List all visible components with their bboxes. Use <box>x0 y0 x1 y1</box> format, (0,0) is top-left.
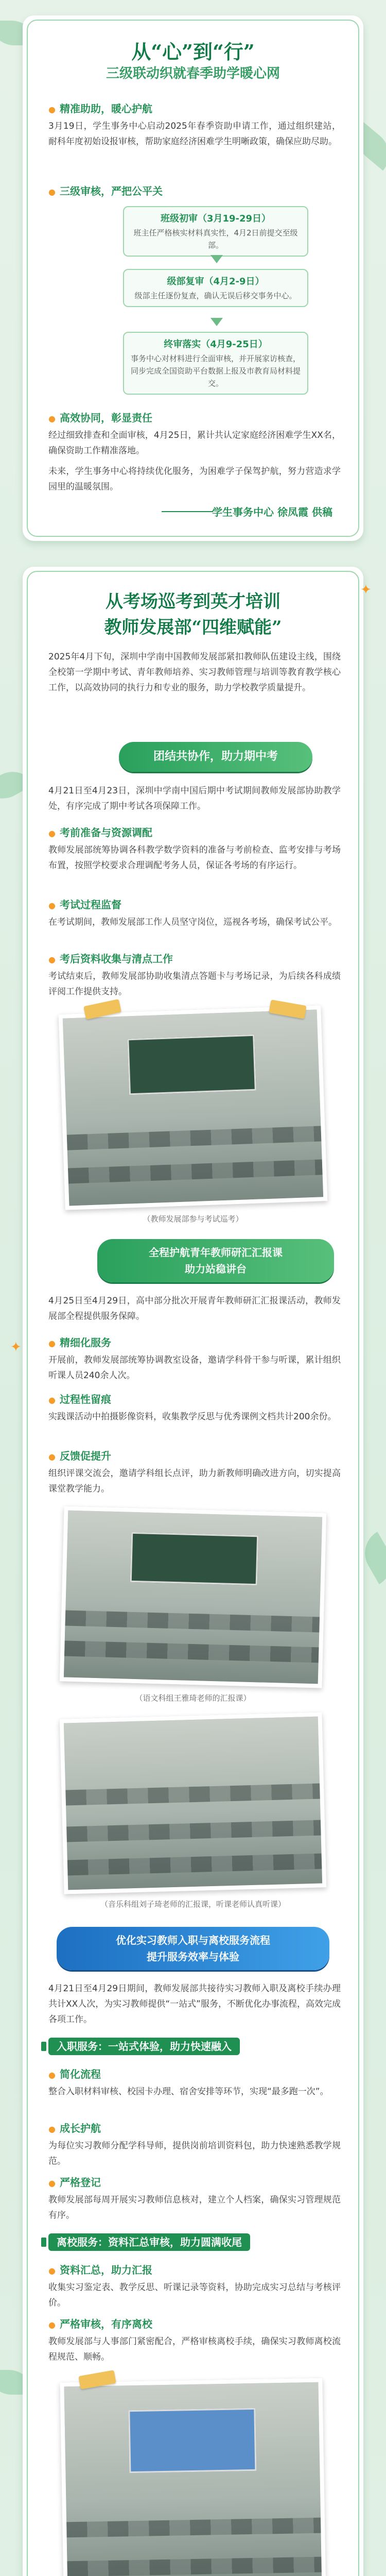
pill-young-teacher: 全程护航青年教师研汇汇报课 助力站稳讲台 <box>97 1239 334 1282</box>
paragraph-fine-service: 开展前，教师发展部统筹协调教室设备，邀请学科骨干参与听课，累计组织听课人员240余人次。 <box>48 1355 341 1381</box>
card2-title-line2: 教师发展部“四维赋能” <box>104 617 282 638</box>
star-icon: ✦ <box>10 1340 22 1355</box>
paragraph-future: 未来，学生事务中心将持续优化服务，为困难学子保驾护航，努力营造求学园里的温暖氛围。 <box>48 466 341 492</box>
heading-process-record: ● 过程性留痕 <box>48 1391 111 1406</box>
flow-step-title: 终审落实（4月9-25日） <box>164 339 268 350</box>
photo-caption-music: （音乐科组刘子琦老师的汇报课，听课老师认真听课） <box>100 1900 286 1909</box>
pill-intern-service: 优化实习教师入职与离校服务流程 提升服务效率与体验 <box>57 1927 329 1970</box>
tag-onboarding: 入职服务：一站式体验，助力快速融入 <box>48 2038 240 2055</box>
card1-title: 从“心”到“行” <box>131 40 255 63</box>
heading-collaboration: ● 高效协同，彰显责任 <box>48 410 152 425</box>
paragraph-growth: 为每位实习教师分配学科导师，提供岗前培训资料包，助力快速熟悉教学规范。 <box>48 2141 341 2166</box>
photo-caption-chinese: （语文科组王雅琦老师的汇报课） <box>135 1693 251 1703</box>
photo-intern-class <box>60 2378 326 2576</box>
student-aid-card <box>23 15 363 541</box>
heading-exam-prep: ● 考前准备与资源调配 <box>48 824 152 839</box>
flow-step-text: 班主任严格核实材料真实性，4月2日前提交至级部。 <box>133 228 298 250</box>
flow-step-text: 级部主任逐份复查，确认无误后移交事务中心。 <box>134 291 297 300</box>
signature-student-affairs: 学生事务中心 徐凤霞 供稿 <box>212 506 332 518</box>
paragraph-simplify: 整合入职材料审核、校园卡办理、宿舍安排等环节，实现“最多跑一次”。 <box>48 2087 329 2097</box>
heading-exam-supervision: ● 考试过程监督 <box>48 896 121 911</box>
teacher-dev-card <box>23 567 363 2576</box>
heading-collect: ● 资料汇总，助力汇报 <box>48 2262 152 2277</box>
heading-feedback: ● 反馈促提升 <box>48 1448 111 1463</box>
flow-step-final-review <box>123 332 308 395</box>
tag-departure: 离校服务：资料汇总审核，助力圆满收尾 <box>48 2233 250 2251</box>
photo-exam-patrol <box>59 1005 328 1210</box>
heading-precise-aid: ● 精准助助，暖心护航 <box>48 100 152 115</box>
photo-chinese-class <box>60 1506 327 1688</box>
flow-step-class-review <box>123 206 308 257</box>
paragraph-exam: 4月21日至4月23日，深圳中学南中国后期中考试期间教师发展部协助教学处，有序完成了期中考试各项保障工作。 <box>48 786 341 811</box>
paragraph-collect: 收集实习鉴定表、教学反思、听课记录等资料，协助完成实习总结与考核评价。 <box>48 2282 341 2308</box>
paragraph-result: 经过细致排查和全面审核，4月25日，累计共认定家庭经济困难学生XX名，确保资助工作精准落地。 <box>48 430 341 456</box>
flow-step-text: 事务中心对材料进行全面审核，并开展家访核查，同步完成全国资助平台数据上报及市教育局材料提交。 <box>130 354 301 388</box>
photo-caption-exam: （教师发展部参与考试巡考） <box>143 1214 243 1224</box>
arrow-down-icon <box>210 318 223 326</box>
paragraph-strict-review: 教师发展部与人事部门紧密配合，严格审核离校手续，确保实习教师离校流程规范、顺畅。 <box>48 2336 341 2362</box>
star-icon: ✦ <box>360 582 372 598</box>
paragraph-aid-launch: 3月19日，学生事务中心启动2025年春季资助申请工作，通过组织建站，耐科年度初始设报审核，帮助家庭经济困难学生明晰政策，确保应助尽助。 <box>48 121 341 147</box>
heading-exam-collection: ● 考后资料收集与清点工作 <box>48 951 173 965</box>
paragraph-process-record: 实践课活动中拍摄影像资料，收集教学反思与优秀课例文档共计200余份。 <box>48 1412 337 1422</box>
paragraph-exam-supervision: 在考试期间，教师发展部工作人员坚守岗位，巡视各考场，确保考试公平。 <box>48 917 337 927</box>
flow-step-grade-review <box>123 269 308 307</box>
paragraph-exam-prep: 教师发展部统筹协调各科教学数学资料的准备与考前检查、监考安排与考场布置，按照学校要求合理调配考务人员，保证各考场的有序运行。 <box>48 845 341 871</box>
signature-line <box>162 511 213 512</box>
pill-exam-support: 团结共协作，助力期中考 <box>119 742 312 772</box>
paragraph-intern: 4月21日至4月29日期间，教师发展部共接待实习教师入职及离校手续办理共计XX人次，为实习教师提供“一站式”服务，不断优化办事流程，高效完成各项工作。 <box>48 1984 341 2025</box>
paragraph-register: 教师发展部每周开展实习教师信息核对，建立个人档案，确保实习管理规范有序。 <box>48 2195 341 2221</box>
card2-title-line1: 从考场巡考到英才培训 <box>106 591 280 612</box>
card1-subtitle: 三级联动织就春季助学暖心网 <box>106 66 280 81</box>
heading-growth: ● 成长护航 <box>48 2120 101 2135</box>
paragraph-exam-collection: 考试结束后，教师发展部协助收集清点答题卡与考场记录，为后续各科成绩评阅工作提供支持。 <box>48 971 341 997</box>
heading-strict-review: ● 严格审核，有序离校 <box>48 2316 152 2331</box>
flow-step-title: 班级初审（3月19-29日） <box>160 213 271 224</box>
paragraph-intro: 2025年4月下旬，深圳中学南中国教师发展部紧扣教师队伍建设主线，围绕全校第一学期中考试、青年教师培养、实习教师管理与培训等教育教学核心工作，以高效协同的执行力和专业的服务，助力学校教学质量提升。 <box>48 652 341 693</box>
heading-register: ● 严格登记 <box>48 2174 101 2189</box>
arrow-down-icon <box>210 255 223 263</box>
flow-step-title: 级部复审（4月2-9日） <box>167 276 265 287</box>
paragraph-young-teacher: 4月25日至4月29日，高中部分批次开展青年教师研汇汇报课活动，教师发展部全程提供服务保障。 <box>48 1296 341 1321</box>
heading-three-level-review: ● 三级审核，严把公平关 <box>48 183 163 198</box>
photo-music-class <box>60 1712 327 1894</box>
paragraph-feedback: 组织评课交流会，邀请学科组长点评，助力新教师明确改进方向，切实提高课堂教学能力。 <box>48 1468 341 1494</box>
heading-fine-service: ● 精细化服务 <box>48 1334 111 1349</box>
heading-simplify: ● 简化流程 <box>48 2066 101 2081</box>
